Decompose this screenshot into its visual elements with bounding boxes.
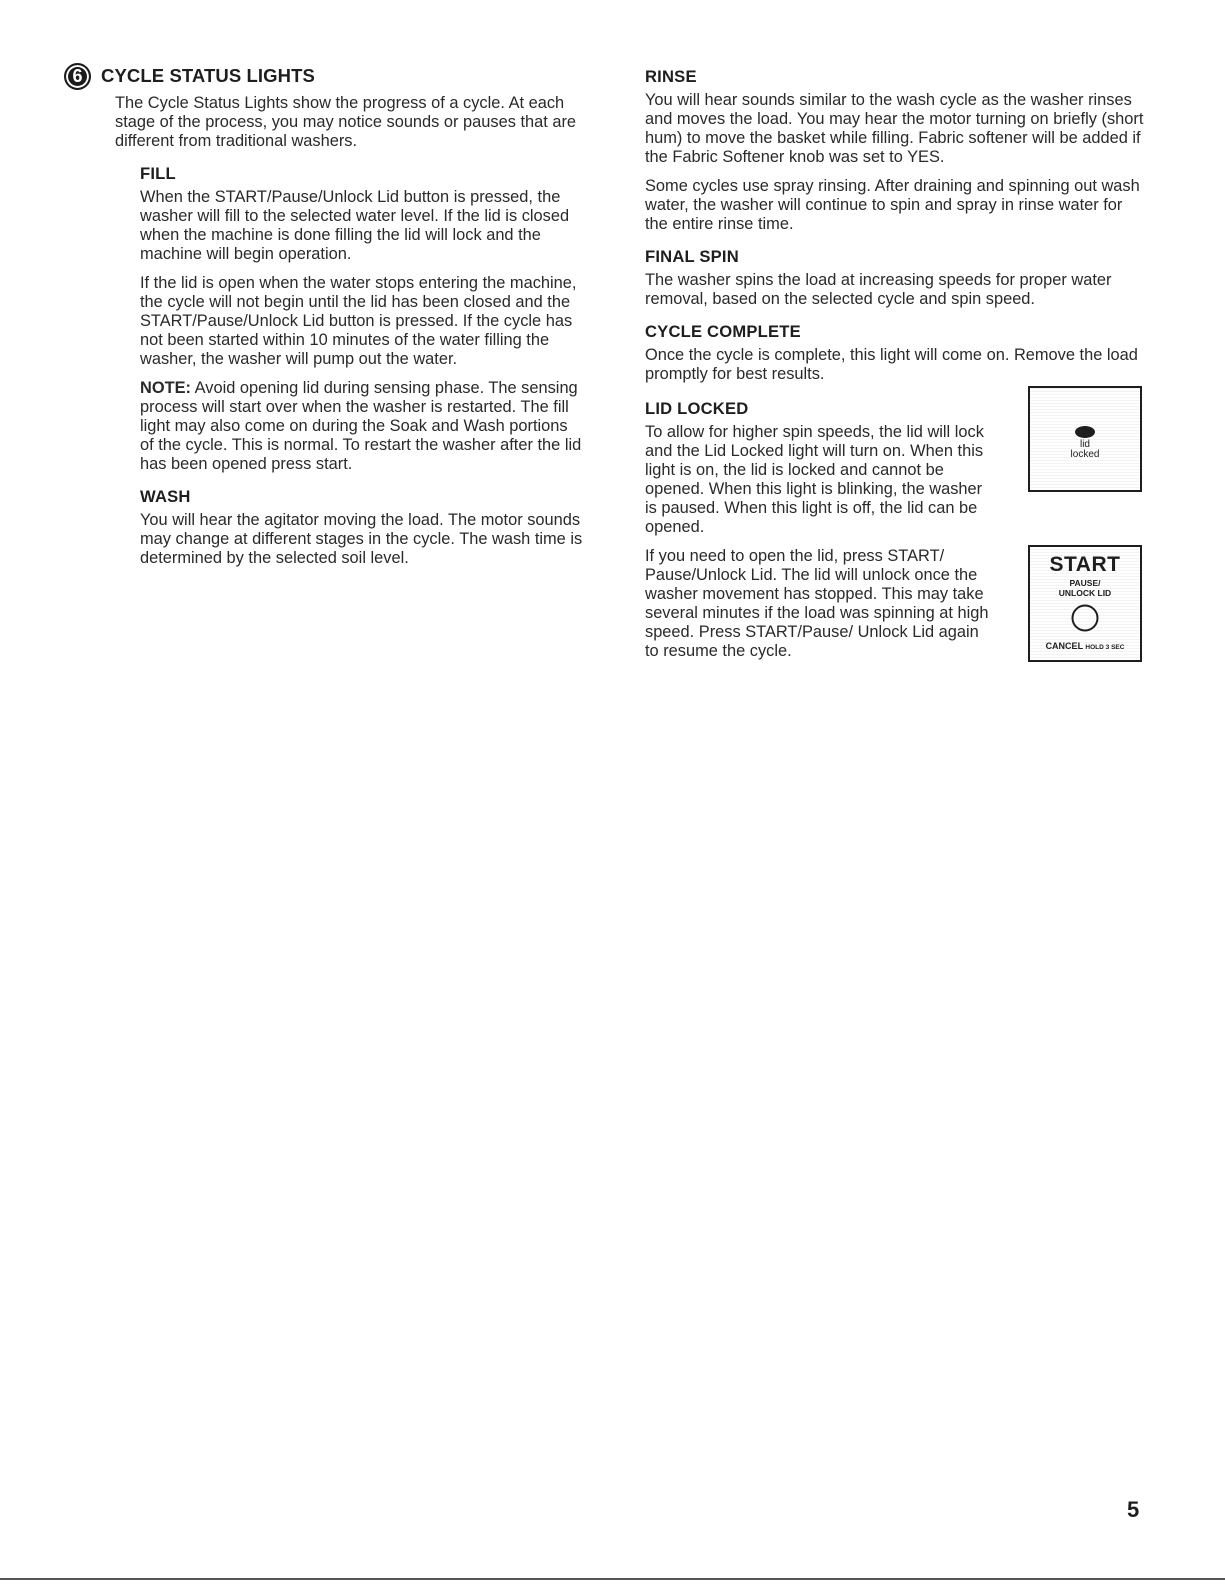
cycle-complete-heading: CYCLE COMPLETE	[645, 322, 801, 341]
lid-locked-paragraph-2: If you need to open the lid, press START/ Pause/Unlock Lid. The lid will unlock once the washer movement has stopped. This may take several minutes if the load was spinning at high speed. Press START/Pause/ Unlock Lid again to resume the cycle.	[645, 547, 989, 660]
start-sub-line2: UNLOCK LID	[1058, 588, 1112, 598]
bottom-divider	[0, 1578, 1225, 1580]
fill-note	[140, 379, 584, 474]
lid-locked-row	[645, 394, 1145, 547]
fill-section	[140, 164, 584, 568]
start-label: START	[1049, 553, 1121, 576]
lid-locked-indicator-illustration	[1028, 386, 1142, 492]
cancel-label	[1030, 641, 1140, 651]
left-column	[64, 62, 584, 578]
page-number: 5	[1127, 1497, 1140, 1522]
rinse-paragraph-1: You will hear sounds similar to the wash cycle as the washer rinses and moves the load. You may hear the motor turning on briefly (short hum) to move the basket while filling. Fabric softener will be added if the Fabric Softener knob was set to YES.	[645, 91, 1144, 166]
cycle-complete-paragraph: Once the cycle is complete, this light will come on. Remove the load promptly for best results.	[645, 346, 1138, 383]
final-spin-paragraph: The washer spins the load at increasing speeds for proper water removal, based on the selected cycle and spin speed.	[645, 271, 1112, 308]
fill-paragraph-1: When the START/Pause/Unlock Lid button is pressed, the washer will fill to the selected water level. If the lid is closed when the machine is done filling the lid will lock and the machine will begin operation.	[140, 188, 570, 263]
lid-locked-text	[645, 394, 995, 547]
lid-locked-light-icon	[1075, 426, 1095, 438]
unlock-text	[645, 547, 995, 671]
right-column	[645, 62, 1145, 671]
note-text: Avoid opening lid during sensing phase. The sensing process will start over when the washer is restarted. The fill light may also come on during the Soak and Wash portions of the cycle. This is normal. To restart the washer after the lid has been opened press start.	[140, 379, 582, 473]
hold-text: HOLD 3 SEC	[1085, 644, 1125, 651]
section-intro: The Cycle Status Lights show the progress of a cycle. At each stage of the process, you may notice sounds or pauses that are different from traditional washers.	[115, 94, 577, 150]
fill-paragraph-2: If the lid is open when the water stops entering the machine, the cycle will not begin until the lid has been closed and the START/Pause/Unlock Lid button is pressed. If the cycle has not been started within 10 minutes of the water filling the washer, the washer will pump out the water.	[140, 274, 577, 368]
lid-locked-paragraph-1: To allow for higher spin speeds, the lid will lock and the Lid Locked light will turn on. When this light is on, the lid is locked and cannot be opened. When this light is blinking, the washer is paused. When this light is off, the lid can be opened.	[645, 423, 984, 536]
fill-heading: FILL	[140, 164, 176, 183]
section-header	[64, 62, 584, 90]
final-spin-heading: FINAL SPIN	[645, 247, 739, 266]
lid-locked-indicator-label	[1030, 440, 1140, 460]
wash-heading: WASH	[140, 487, 191, 506]
lid-label-line1: lid	[1079, 439, 1090, 450]
unlock-row	[645, 547, 1145, 671]
lid-label-line2: locked	[1070, 449, 1100, 460]
wash-paragraph-1: You will hear the agitator moving the load. The motor sounds may change at different stages in the cycle. The wash time is determined by the selected soil level.	[140, 511, 583, 567]
lid-locked-heading: LID LOCKED	[645, 399, 749, 418]
cancel-text: CANCEL	[1045, 641, 1083, 651]
power-icon	[1070, 603, 1100, 633]
section-title: CYCLE STATUS LIGHTS	[101, 65, 315, 86]
start-button-illustration	[1028, 545, 1142, 662]
start-sub-line1: PAUSE/	[1069, 578, 1101, 588]
note-label: NOTE:	[140, 379, 191, 397]
rinse-heading: RINSE	[645, 67, 697, 86]
rinse-paragraph-2: Some cycles use spray rinsing. After draining and spinning out wash water, the washer will continue to spin and spray in rinse water for the entire rinse time.	[645, 177, 1140, 233]
start-sub-label	[1030, 578, 1140, 598]
section-number-badge: 6	[64, 63, 91, 90]
